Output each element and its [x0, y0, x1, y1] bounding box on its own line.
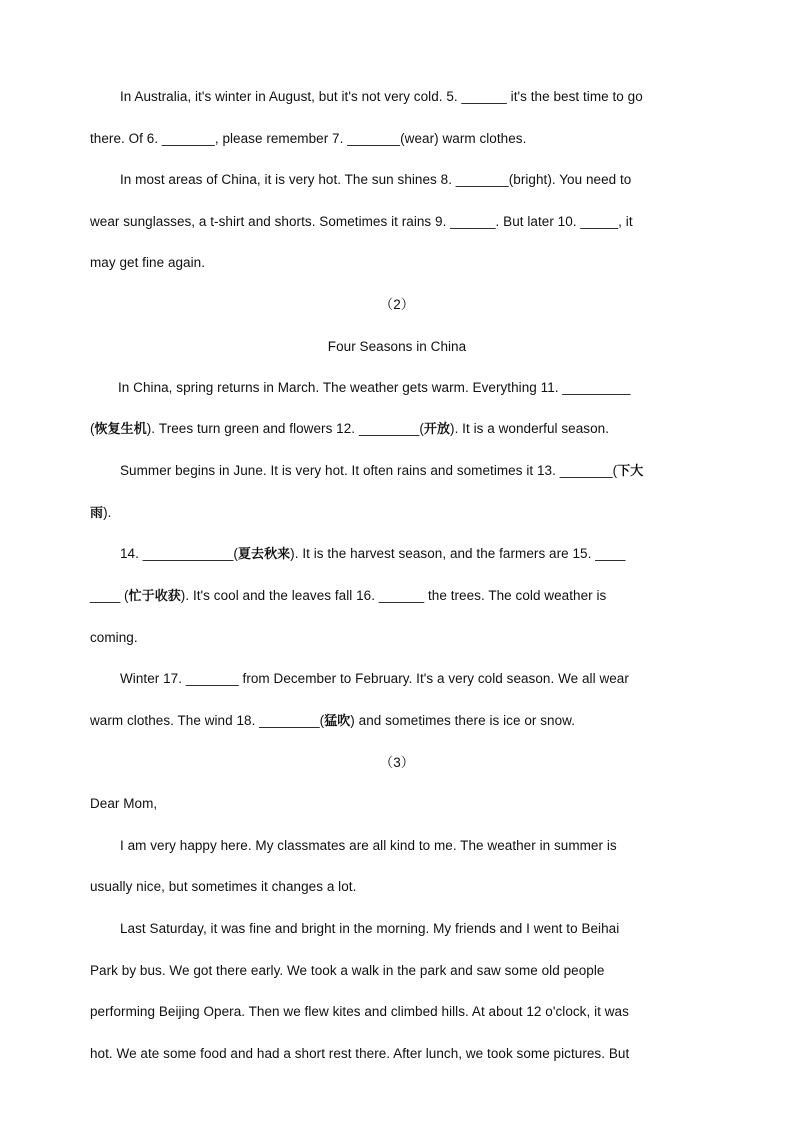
letter-p2-line-3: performing Beijing Opera. Then we flew kites and climbed hills. At about 12 o'clock, it was	[90, 1004, 629, 1019]
china-line-2: wear sunglasses, a t-shirt and shorts. Sometimes it rains 9. ______. But later 10. _____, it	[90, 214, 633, 229]
section-3-label: （3）	[379, 755, 415, 770]
letter-p2-line-4: hot. We ate some food and had a short rest there. After lunch, we took some pictures. But	[90, 1046, 630, 1061]
section-2-label: （2）	[379, 297, 415, 312]
spring-line-1: In China, spring returns in March. The weather gets warm. Everything 11. _________	[118, 380, 631, 395]
spring-cjk-2: 开放	[423, 422, 451, 437]
letter-p2-line-2: Park by bus. We got there early. We took a walk in the park and saw some old people	[90, 963, 605, 978]
spring-text-a: (	[90, 421, 95, 436]
australia-line-1: In Australia, it's winter in August, but it's not very cold. 5. ______ it's the best time to go	[120, 89, 643, 104]
letter-p2-line-1: Last Saturday, it was fine and bright in the morning. My friends and I went to Beihai	[120, 921, 620, 936]
summer-line-2	[90, 504, 690, 523]
autumn-line-1	[120, 545, 720, 564]
autumn-text-d: ). It's cool and the leaves fall 16. ______ the trees. The cold weather is	[180, 588, 607, 603]
spring-text-b: ). Trees turn green and flowers 12. ________(	[146, 421, 424, 436]
winter-line-1: Winter 17. _______ from December to February. It's a very cold season. We all wear	[120, 671, 629, 686]
autumn-line-3: coming.	[90, 630, 138, 645]
summer-text-a: Summer begins in June. It is very hot. It often rains and sometimes it 13. _______(	[120, 463, 618, 478]
china-line-3: may get fine again.	[90, 255, 206, 270]
spring-cjk-1: 恢复生机	[94, 422, 147, 437]
winter-line-2	[90, 712, 690, 731]
summer-text-b: ).	[103, 505, 112, 520]
autumn-cjk-2: 忙于收获	[128, 589, 181, 604]
summer-cjk-1: 下大	[617, 464, 644, 479]
autumn-text-a: 14. ____________(	[120, 546, 238, 561]
china-line-1: In most areas of China, it is very hot. The sun shines 8. _______(bright). You need to	[120, 172, 632, 187]
summer-cjk-2: 雨	[90, 506, 104, 521]
summer-line-1	[120, 462, 720, 481]
autumn-cjk-1: 夏去秋来	[237, 547, 291, 562]
winter-cjk: 猛吹	[324, 714, 351, 729]
letter-p1-line-1: I am very happy here. My classmates are all kind to me. The weather in summer is	[120, 838, 617, 853]
letter-greeting: Dear Mom,	[90, 796, 158, 811]
winter-text-a: warm clothes. The wind 18. ________(	[90, 713, 325, 728]
autumn-text-b: ). It is the harvest season, and the farmers are 15. ____	[290, 546, 626, 561]
autumn-line-2	[90, 587, 690, 606]
australia-line-2: there. Of 6. _______, please remember 7. _______(wear) warm clothes.	[90, 131, 527, 146]
winter-text-b: ) and sometimes there is ice or snow.	[350, 713, 575, 728]
passage-title: Four Seasons in China	[327, 339, 467, 354]
spring-text-c: ). It is a wonderful season.	[450, 421, 610, 436]
autumn-text-c: ____ (	[90, 588, 129, 603]
letter-p1-line-2: usually nice, but sometimes it changes a lot.	[90, 879, 357, 894]
spring-line-2	[90, 420, 690, 439]
